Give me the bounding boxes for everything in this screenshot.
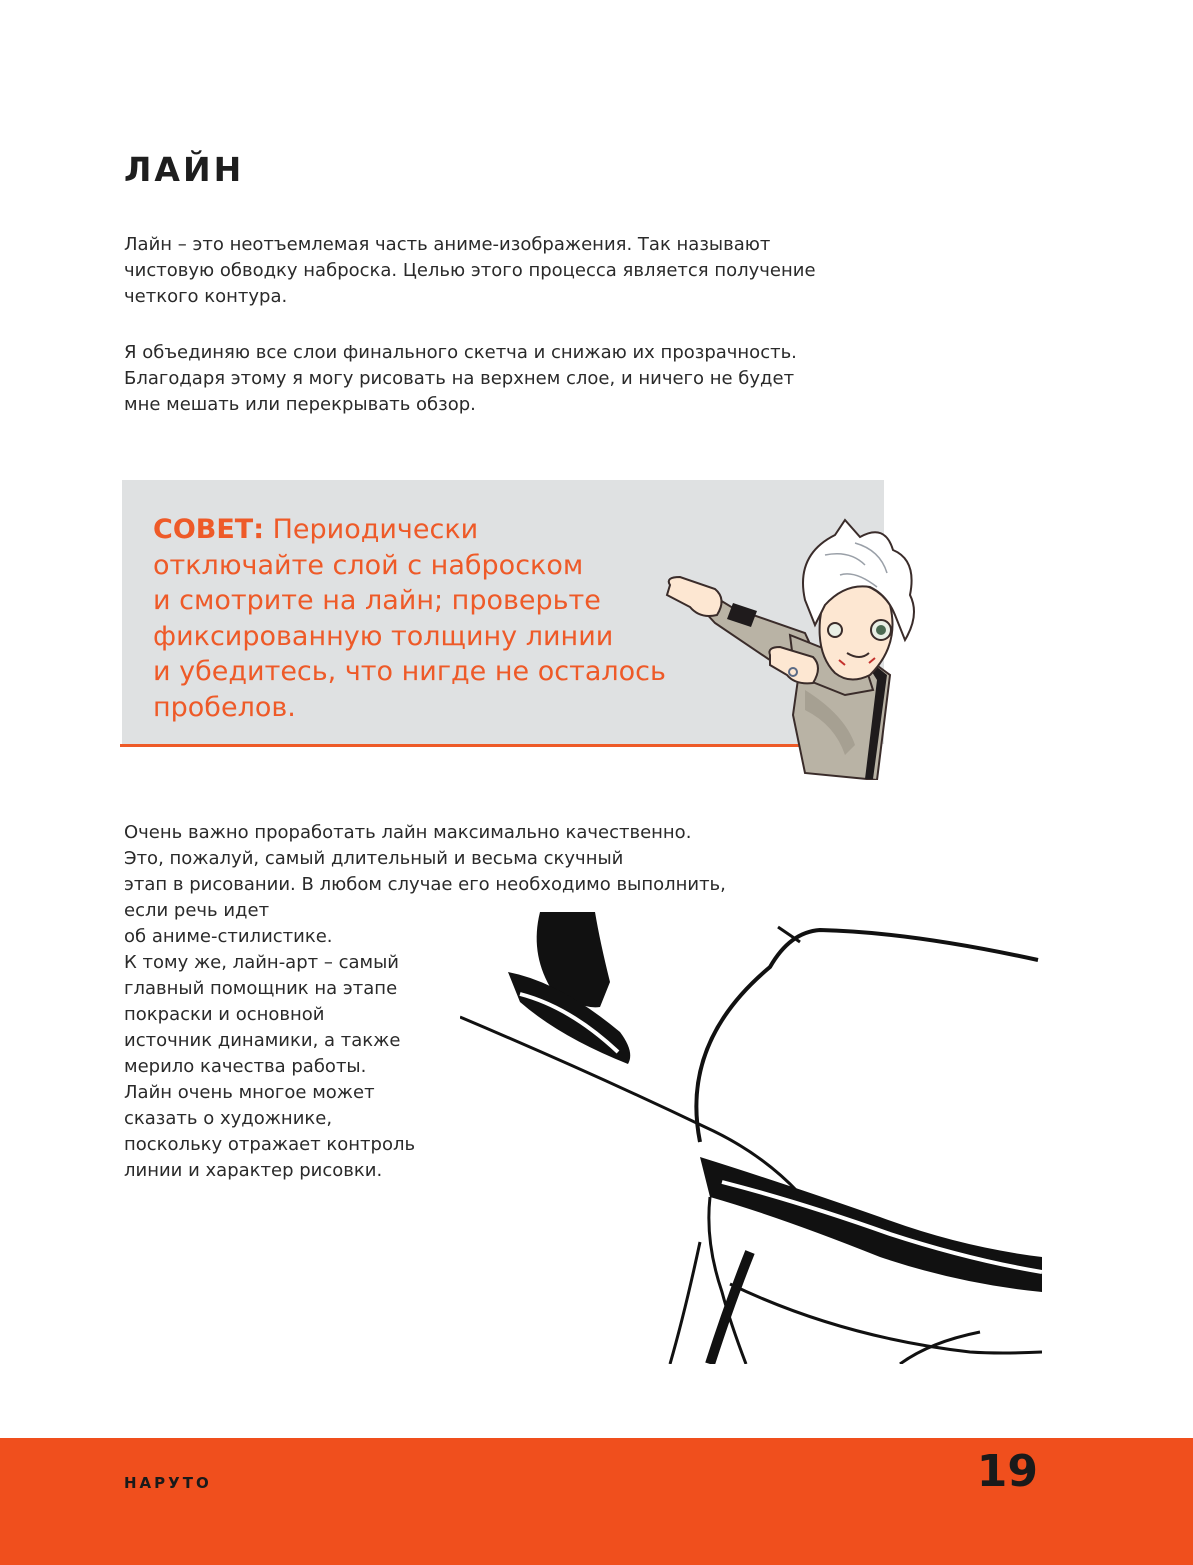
tip-line: и смотрите на лайн; проверьте <box>153 585 601 616</box>
tip-text <box>153 512 673 725</box>
text-line: мерило качества работы. <box>124 1056 367 1077</box>
tip-first-line <box>153 512 673 548</box>
text-line: линии и характер рисовки. <box>124 1160 383 1181</box>
tip-first-text: Периодически <box>264 514 479 545</box>
intro-paragraph-2 <box>124 340 864 418</box>
text-line: этап в рисовании. В любом случае его необходимо выполнить, <box>124 874 726 895</box>
footer-title: НАРУТО <box>124 1474 212 1492</box>
text-line: покраски и основной <box>124 1004 325 1025</box>
text-line: чистовую обводку наброска. Целью этого процесса является получение <box>124 260 816 281</box>
text-line: Благодаря этому я могу рисовать на верхнем слое, и ничего не будет <box>124 368 795 389</box>
tip-line: пробелов. <box>153 691 296 723</box>
tip-line: отключайте слой с наброском <box>153 549 584 581</box>
text-line: Лайн очень многое может <box>124 1082 375 1103</box>
tip-line: и убедитесь, что нигде не осталось <box>153 656 666 687</box>
text-line: Лайн – это неотъемлемая часть аниме-изображения. Так называют <box>124 234 771 255</box>
page-title: ЛАЙН <box>124 150 245 189</box>
text-line: Я объединяю все слои финального скетча и снижаю их прозрачность. <box>124 342 797 363</box>
tip-label: СОВЕТ: <box>153 514 265 545</box>
text-line: источник динамики, а также <box>124 1030 401 1051</box>
text-line: К тому же, лайн-арт – самый <box>124 952 399 973</box>
text-line: Очень важно проработать лайн максимально качественно. <box>124 822 692 843</box>
text-line: сказать о художнике, <box>124 1108 333 1129</box>
text-line: об аниме-стилистике. <box>124 926 333 947</box>
text-line: мне мешать или перекрывать обзор. <box>124 394 476 415</box>
text-line: Это, пожалуй, самый длительный и весьма скучный <box>124 848 624 869</box>
lineart-closeup-icon <box>460 912 1042 1364</box>
text-line: поскольку отражает контроль <box>124 1134 416 1155</box>
text-line: четкого контура. <box>124 286 288 307</box>
page-number: 19 <box>976 1446 1038 1497</box>
intro-paragraph-1 <box>124 232 864 310</box>
text-line: если речь идет <box>124 900 270 921</box>
text-line: главный помощник на этапе <box>124 978 398 999</box>
anime-character-pointing-icon <box>655 515 945 780</box>
tip-line: фиксированную толщину линии <box>153 620 614 652</box>
